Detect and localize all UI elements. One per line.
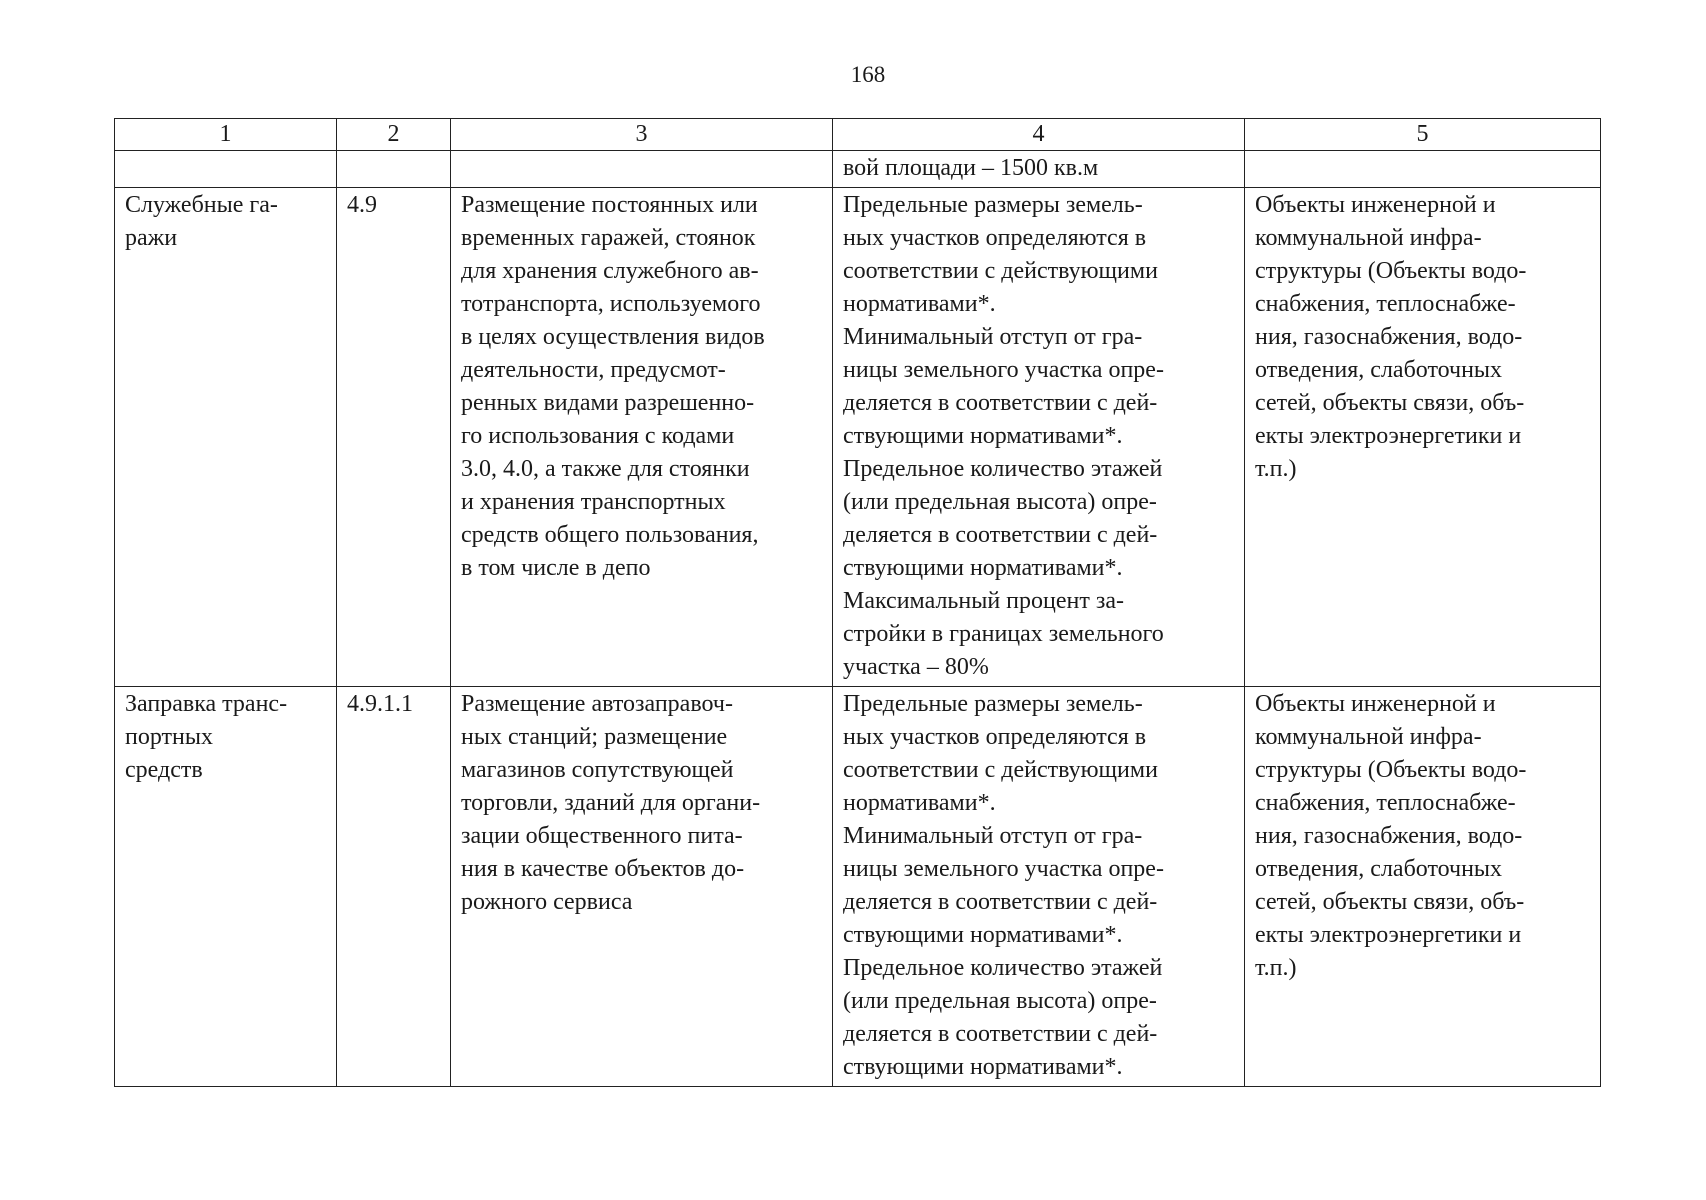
cell-line: деляется в соответствии с дей- (843, 390, 1158, 416)
land-use-description-cell (451, 188, 833, 687)
cell-line: го использования с кодами (461, 423, 735, 449)
cell-line: коммунальной инфра- (1255, 724, 1482, 750)
cell-line: структуры (Объекты водо- (1255, 757, 1527, 783)
cell-line: сетей, объекты связи, объ- (1255, 390, 1525, 416)
cell-line: снабжения, теплоснабже- (1255, 790, 1516, 816)
cell-line: Заправка транс- (125, 691, 288, 717)
cell-line: Минимальный отступ от гра- (843, 823, 1143, 849)
cell-line: вой площади – 1500 кв.м (843, 155, 1099, 181)
cell-line: рожного сервиса (461, 889, 633, 915)
cell-line: соответствии с действующими (843, 757, 1158, 783)
cell-line: Объекты инженерной и (1255, 691, 1496, 717)
continuation-row (115, 151, 1601, 188)
continuation-cell-5 (1245, 151, 1601, 188)
land-use-name-cell (115, 188, 337, 687)
cell-line: 4.9 (347, 192, 377, 218)
continuation-cell-4 (833, 151, 1245, 188)
page-number: 168 (850, 62, 886, 87)
cell-line: т.п.) (1255, 456, 1297, 482)
cell-line: деляется в соответствии с дей- (843, 522, 1158, 548)
cell-line: Предельное количество этажей (843, 955, 1163, 981)
cell-line: для хранения служебного ав- (461, 258, 759, 284)
cell-line: нормативами*. (843, 291, 996, 317)
cell-line: средств общего пользования, (461, 522, 759, 548)
column-header-5: 5 (1245, 119, 1601, 151)
land-use-name-cell (115, 687, 337, 1087)
cell-line: участка – 80% (843, 654, 989, 680)
continuation-cell-2 (337, 151, 451, 188)
continuation-cell-3 (451, 151, 833, 188)
column-header-1: 1 (115, 119, 337, 151)
cell-line: деляется в соответствии с дей- (843, 889, 1158, 915)
continuation-cell-1 (115, 151, 337, 188)
cell-line: отведения, слаботочных (1255, 856, 1503, 882)
cell-line: отведения, слаботочных (1255, 357, 1503, 383)
cell-line: Объекты инженерной и (1255, 192, 1496, 218)
column-number-row (115, 119, 1601, 151)
cell-line: (или предельная высота) опре- (843, 489, 1157, 515)
cell-line: ствующими нормативами*. (843, 423, 1123, 449)
cell-line: ницы земельного участка опре- (843, 856, 1164, 882)
table-row (115, 687, 1601, 1087)
cell-line: Предельное количество этажей (843, 456, 1163, 482)
cell-line: ния в качестве объектов до- (461, 856, 745, 882)
column-header-4: 4 (833, 119, 1245, 151)
cell-line: Размещение автозаправоч- (461, 691, 733, 717)
cell-line: тотранспорта, используемого (461, 291, 761, 317)
cell-line: нормативами*. (843, 790, 996, 816)
cell-line: стройки в границах земельного (843, 621, 1164, 647)
cell-line: магазинов сопутствующей (461, 757, 734, 783)
cell-line: ствующими нормативами*. (843, 922, 1123, 948)
cell-line: ных участков определяются в (843, 225, 1147, 251)
cell-line: деятельности, предусмот- (461, 357, 726, 383)
parameters-cell (833, 188, 1245, 687)
cell-line: ствующими нормативами*. (843, 1054, 1123, 1080)
cell-line: 3.0, 4.0, а также для стоянки (461, 456, 750, 482)
cell-line: ных станций; размещение (461, 724, 728, 750)
auxiliary-uses-cell (1245, 188, 1601, 687)
cell-line: ных участков определяются в (843, 724, 1147, 750)
cell-line: Служебные га- (125, 192, 278, 218)
land-use-description-cell (451, 687, 833, 1087)
cell-line: и хранения транспортных (461, 489, 726, 515)
cell-line: екты электроэнергетики и (1255, 922, 1522, 948)
cell-line: Минимальный отступ от гра- (843, 324, 1143, 350)
cell-line: соответствии с действующими (843, 258, 1158, 284)
cell-line: Предельные размеры земель- (843, 691, 1143, 717)
cell-line: ницы земельного участка опре- (843, 357, 1164, 383)
cell-line: екты электроэнергетики и (1255, 423, 1522, 449)
cell-line: зации общественного пита- (461, 823, 743, 849)
cell-line: (или предельная высота) опре- (843, 988, 1157, 1014)
cell-line: в целях осуществления видов (461, 324, 765, 350)
cell-line: средств (125, 757, 203, 783)
cell-line: ренных видами разрешенно- (461, 390, 755, 416)
cell-line: временных гаражей, стоянок (461, 225, 756, 251)
cell-line: Максимальный процент за- (843, 588, 1124, 614)
cell-line: Размещение постоянных или (461, 192, 758, 218)
cell-line: Предельные размеры земель- (843, 192, 1143, 218)
land-use-code-cell (337, 188, 451, 687)
cell-line: сетей, объекты связи, объ- (1255, 889, 1525, 915)
cell-line: ствующими нормативами*. (843, 555, 1123, 581)
cell-line: ния, газоснабжения, водо- (1255, 324, 1523, 350)
column-header-3: 3 (451, 119, 833, 151)
parameters-cell (833, 687, 1245, 1087)
cell-line: ния, газоснабжения, водо- (1255, 823, 1523, 849)
cell-line: структуры (Объекты водо- (1255, 258, 1527, 284)
cell-line: снабжения, теплоснабже- (1255, 291, 1516, 317)
cell-line: портных (125, 724, 213, 750)
land-use-table (114, 118, 1601, 1087)
cell-line: деляется в соответствии с дей- (843, 1021, 1158, 1047)
cell-line: т.п.) (1255, 955, 1297, 981)
land-use-code-cell (337, 687, 451, 1087)
column-header-2: 2 (337, 119, 451, 151)
table-row (115, 188, 1601, 687)
cell-line: 4.9.1.1 (347, 691, 413, 717)
cell-line: в том числе в депо (461, 555, 651, 581)
cell-line: коммунальной инфра- (1255, 225, 1482, 251)
auxiliary-uses-cell (1245, 687, 1601, 1087)
cell-line: ражи (125, 225, 178, 251)
cell-line: торговли, зданий для органи- (461, 790, 761, 816)
